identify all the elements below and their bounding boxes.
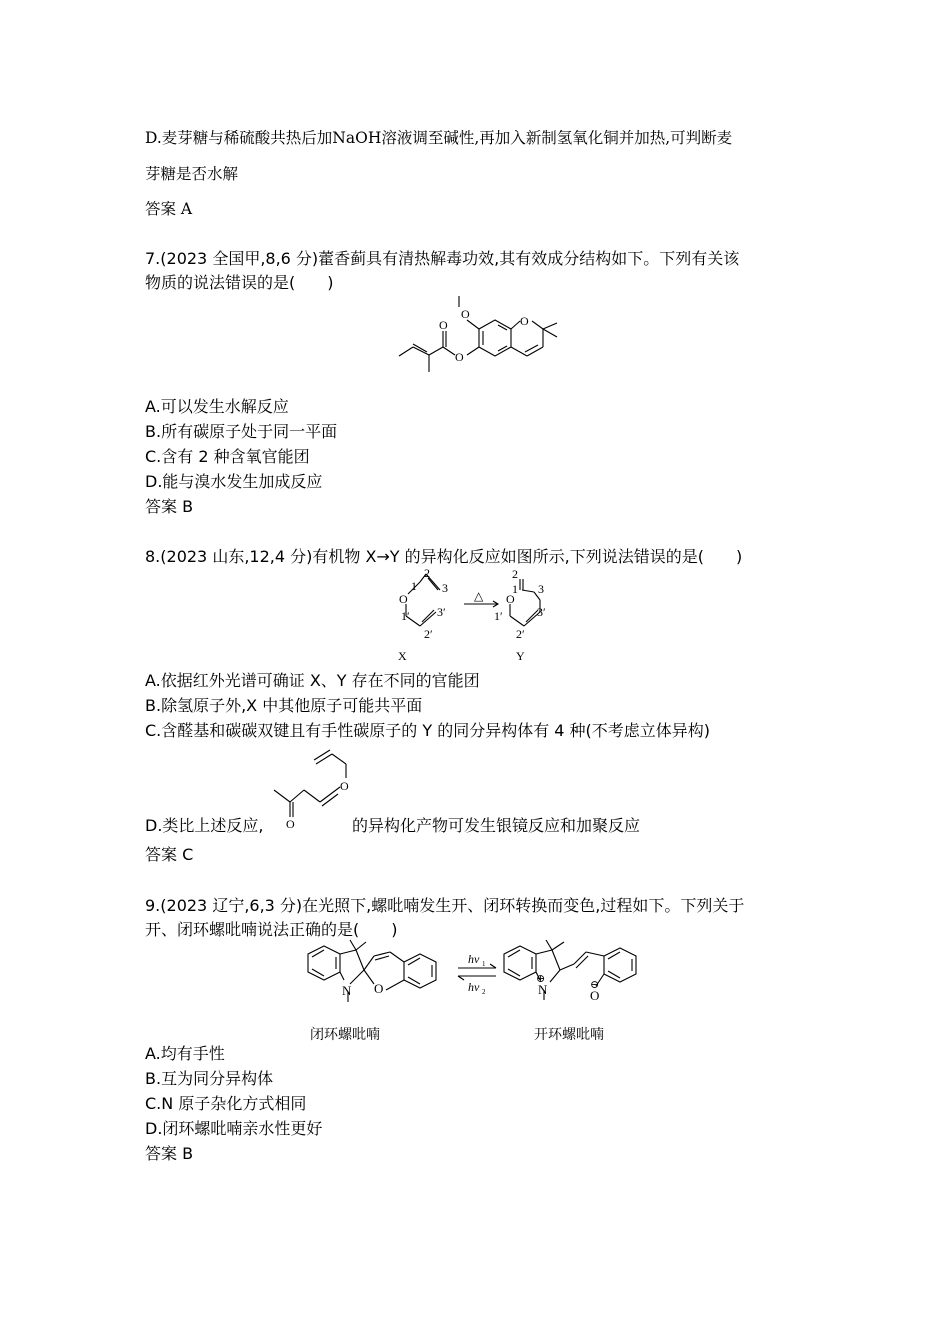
- q8-y-num-2p: 2′: [516, 627, 525, 641]
- q9-scheme-svg: [290, 940, 670, 1048]
- q8-option-d-svg: [270, 742, 360, 830]
- q8-d-atom-carbonyl-o: O: [286, 817, 295, 831]
- q9-open-charge-minus: ⊖: [590, 979, 600, 991]
- q7-structure-figure: [395, 292, 575, 382]
- q8-arrow-heat: △: [474, 589, 484, 603]
- q7-option-a: A.可以发生水解反应: [145, 397, 289, 416]
- q7-stem-line2: 物质的说法错误的是( ): [145, 273, 334, 292]
- q9-forward-sub: 1: [482, 960, 486, 968]
- q8-x-num-2: 2: [424, 566, 430, 580]
- q8-scheme-figure: [398, 566, 578, 668]
- q9-option-c: C.N 原子杂化方式相同: [145, 1094, 307, 1113]
- q9-option-b: B.互为同分异构体: [145, 1069, 274, 1088]
- q8-y-num-1p: 1′: [494, 609, 503, 623]
- q8-stem: 8.(2023 山东,12,4 分)有机物 X→Y 的异构化反应如图所示,下列说法错误的是( ): [145, 547, 743, 566]
- q8-x-num-2p: 2′: [424, 627, 433, 641]
- q8-y-label: Y: [516, 649, 525, 663]
- q8-x-atom-o: O: [399, 592, 408, 606]
- q8-answer: 答案 C: [145, 845, 194, 864]
- q7-stem-line1: 7.(2023 全国甲,8,6 分)藿香蓟具有清热解毒功效,其有效成分结构如下。下列有关该: [145, 249, 740, 268]
- q9-closed-atom-o: O: [374, 981, 384, 996]
- q8-y-num-1: 1: [512, 582, 518, 596]
- q9-stem-line1: 9.(2023 辽宁,6,3 分)在光照下,螺吡喃发生开、闭环转换而变色,过程如下。下列关于: [145, 896, 745, 915]
- q7-answer: 答案 B: [145, 497, 194, 516]
- q9-open-atom-o: O: [590, 988, 600, 1003]
- q8-d-atom-ether-o: O: [340, 779, 349, 793]
- q7-atom-carbonyl-o: O: [439, 318, 448, 332]
- q8-option-d-suffix: 的异构化产物可发生银镜反应和加聚反应: [352, 816, 641, 835]
- q6-option-d-line2: 芽糖是否水解: [145, 165, 239, 183]
- q8-option-b: B.除氢原子外,X 中其他原子可能共平面: [145, 696, 423, 715]
- q8-y-num-2: 2: [512, 567, 518, 581]
- q7-atom-ester-o: O: [455, 350, 464, 364]
- q8-option-d-structure: [270, 742, 360, 830]
- q9-forward-label: hν: [468, 952, 480, 966]
- q8-scheme-svg: [398, 566, 578, 668]
- q8-y-num-3: 3: [538, 582, 544, 596]
- q8-option-a: A.依据红外光谱可确证 X、Y 存在不同的官能团: [145, 671, 480, 690]
- q8-option-d-prefix: D.类比上述反应,: [145, 816, 264, 835]
- q8-x-num-3: 3: [442, 581, 448, 595]
- q7-option-b: B.所有碳原子处于同一平面: [145, 422, 338, 441]
- q9-open-label: 开环螺吡喃: [534, 1028, 604, 1043]
- q9-open-atom-n: N: [538, 982, 548, 997]
- q7-option-d: D.能与溴水发生加成反应: [145, 472, 323, 491]
- q9-scheme-figure: [290, 940, 670, 1048]
- q8-option-c: C.含醛基和碳碳双键且有手性碳原子的 Y 的同分异构体有 4 种(不考虑立体异构): [145, 721, 711, 740]
- q8-y-atom-o: O: [506, 592, 515, 606]
- q8-x-num-3p: 3′: [437, 605, 446, 619]
- q6-answer: 答案 A: [145, 200, 193, 218]
- q9-option-d: D.闭环螺吡喃亲水性更好: [145, 1119, 323, 1138]
- q7-atom-methoxy-o: O: [461, 307, 470, 321]
- q9-stem-line2: 开、闭环螺吡喃说法正确的是( ): [145, 920, 398, 939]
- q7-atom-ring-o: O: [520, 314, 529, 328]
- q8-x-num-1: 1: [411, 579, 417, 593]
- q9-closed-atom-n: N: [342, 983, 352, 998]
- q6-option-d-line1: D.麦芽糖与稀硫酸共热后加NaOH溶液调至碱性,再加入新制氢氧化铜并加热,可判断麦: [145, 129, 733, 147]
- q7-molecule-svg: [395, 292, 575, 382]
- q9-answer: 答案 B: [145, 1144, 194, 1163]
- q7-option-c: C.含有 2 种含氧官能团: [145, 447, 310, 466]
- q9-open-charge-plus: ⊕: [536, 973, 546, 985]
- q8-x-num-1p: 1′: [401, 609, 410, 623]
- q8-y-num-3p: 3′: [537, 605, 546, 619]
- q9-option-a: A.均有手性: [145, 1044, 225, 1063]
- q9-closed-label: 闭环螺吡喃: [310, 1028, 380, 1043]
- q8-x-label: X: [398, 649, 407, 663]
- q9-backward-sub: 2: [482, 988, 486, 996]
- q9-backward-label: hν: [468, 980, 480, 994]
